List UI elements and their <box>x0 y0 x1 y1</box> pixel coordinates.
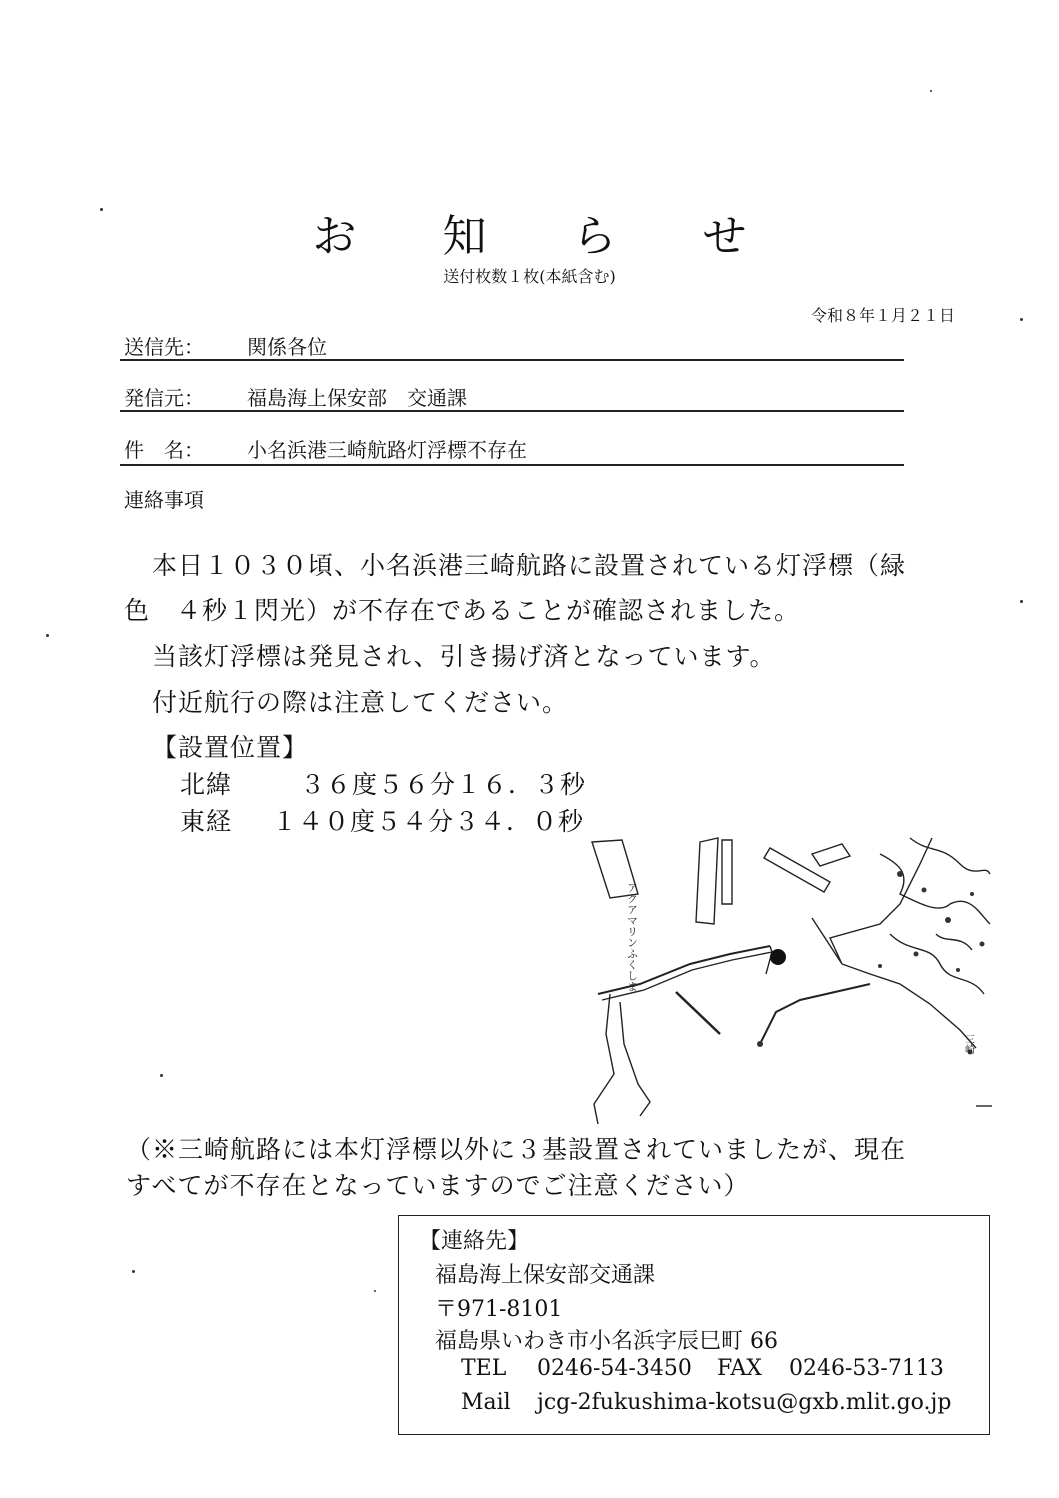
position-heading: 【設置位置】 <box>152 733 309 762</box>
contact-box <box>398 1215 990 1435</box>
contact-postal: 〒971-8101 <box>435 1297 563 1322</box>
map-speck <box>956 968 960 972</box>
contour-line <box>880 854 990 924</box>
recipient-value: 関係各位 <box>247 335 327 359</box>
map-speck <box>970 892 974 896</box>
jetty-outline <box>764 848 830 892</box>
scan-speck <box>1020 318 1023 321</box>
misaki-label: 三崎 <box>962 1034 974 1054</box>
tel-number: 0246-54-3450 <box>537 1356 692 1381</box>
notice-title: お 知 ら せ <box>312 211 783 262</box>
mail-address[interactable]: jcg-2fukushima-kotsu@gxb.mlit.go.jp <box>537 1390 952 1415</box>
contour-line <box>936 934 972 950</box>
mail-label: Mail <box>461 1390 511 1415</box>
sender-value: 福島海上保安部 交通課 <box>247 386 467 410</box>
contact-office: 福島海上保安部交通課 <box>435 1263 656 1288</box>
body-line: 色 ４秒１閃光）が不存在であることが確認されました。 <box>124 596 801 625</box>
scan-speck <box>46 634 49 637</box>
contour-line <box>890 934 984 994</box>
caution-line: （※三崎航路には本灯浮標以外に３基設置されていましたが、現在 <box>126 1135 907 1164</box>
body-line: 付近航行の際は注意してください。 <box>152 688 569 717</box>
pier-outline <box>696 838 718 924</box>
scan-speck <box>1020 600 1023 603</box>
sheet-count-note: 送付枚数１枚(本紙含む) <box>443 267 616 286</box>
map-speck <box>980 942 985 947</box>
map-speck <box>945 917 951 923</box>
breakwater-line <box>598 946 770 994</box>
coastline <box>620 1002 650 1116</box>
map-speck <box>897 871 903 877</box>
pier-outline <box>722 840 732 904</box>
fax-number: 0246-53-7113 <box>789 1356 944 1381</box>
tel-label: TEL <box>461 1356 507 1381</box>
divider-line <box>120 410 904 412</box>
coastline <box>594 994 614 1124</box>
longitude-label: 東経 <box>180 807 233 836</box>
jetty-outline <box>812 844 850 866</box>
south-breakwater <box>760 984 870 1044</box>
map-speck <box>914 952 919 957</box>
body-line: 当該灯浮標は発見され、引き揚げ済となっています。 <box>152 642 776 671</box>
scan-speck <box>132 1270 135 1273</box>
scan-speck <box>160 1074 163 1077</box>
map-speck <box>757 1041 763 1047</box>
latitude-value: ３６度５６分１６．３秒 <box>300 770 587 799</box>
fax-label: FAX <box>717 1356 762 1381</box>
coastline <box>842 964 976 1048</box>
contact-address: 福島県いわき市小名浜字辰巳町 66 <box>435 1329 778 1354</box>
sender-label: 発信元： <box>124 386 204 410</box>
subject-value: 小名浜港三崎航路灯浮標不存在 <box>247 438 527 462</box>
issue-date: 令和８年１月２１日 <box>810 306 955 325</box>
contact-heading: 【連絡先】 <box>419 1229 530 1254</box>
map-speck <box>922 888 927 893</box>
marina-label: アクアマリンふくしま <box>625 882 639 992</box>
harbor-map <box>580 834 992 1124</box>
subject-label: 件 名： <box>124 438 204 462</box>
notes-heading: 連絡事項 <box>124 488 204 512</box>
scan-speck <box>930 90 932 92</box>
scan-speck <box>100 208 103 211</box>
contour-line <box>910 838 990 874</box>
divider-line <box>120 464 904 466</box>
longitude-value: １４０度５４分３４．０秒 <box>272 807 585 836</box>
scan-speck <box>374 1290 376 1292</box>
caution-line: すべてが不存在となっていますのでご注意ください） <box>126 1171 750 1200</box>
buoy-position-marker <box>770 949 786 965</box>
body-line: 本日１０３０頃、小名浜港三崎航路に設置されている灯浮標（緑 <box>152 551 907 580</box>
recipient-label: 送信先： <box>124 335 204 359</box>
latitude-label: 北緯 <box>180 770 233 799</box>
inner-breakwater <box>676 992 720 1034</box>
map-speck <box>878 964 882 968</box>
divider-line <box>120 359 904 361</box>
